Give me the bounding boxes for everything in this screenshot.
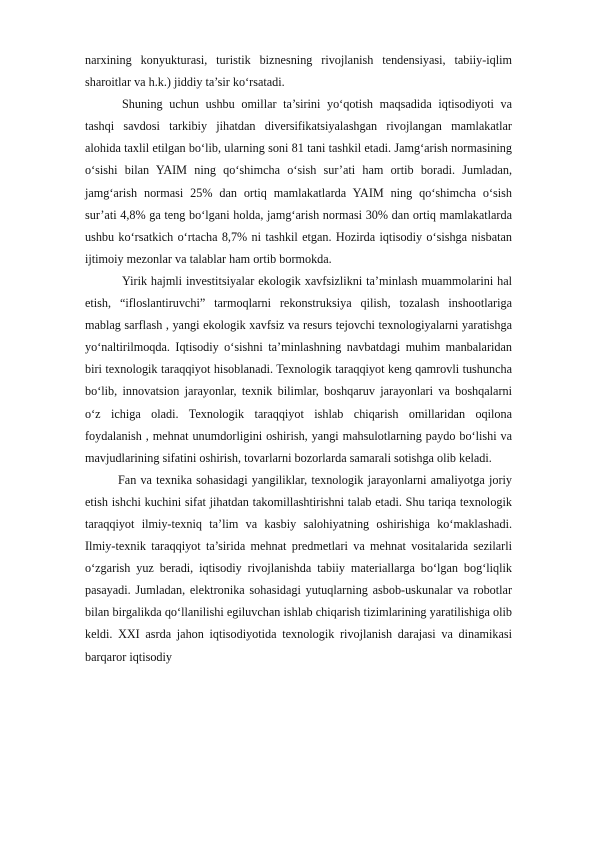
paragraph-investments-technology: Yirik hajmli investitsiyalar ekologik xavfsizlikni ta’minlash muammolarini hal etish, “ifloslantiruvchi” tarmoqlarni rekonstruksiya qilish, tozalash inshootlariga mablag sarflash , yangi ekologik xavfsiz va resurs tejovchi texnologiyalarni yaratishga yo‘naltirilmoqda. Iqtisodiy o‘sishni ta’minlashning navbatdagi muhim manbalaridan biri texnologik taraqqiyot hisoblanadi. Texnologik taraqqiyot keng qamrovli tushuncha bo‘lib, innovatsion jarayonlar, texnik bilimlar, boshqaruv jarayonlari va boshqalarni o‘z ichiga oladi. Texnologik taraqqiyot ishlab chiqarish omillaridan oqilona foydalanish , mehnat unumdorligini oshirish, yangi mahsulotlarning paydo bo‘lishi va mavjudlarining sifatini oshirish, tovarlarni bozorlarda samarali sotishga olib keladi. [85,273,512,465]
paragraph-continuation: narxining konyukturasi, turistik biznesning rivojlanish tendensiyasi, tabiiy-iqlim sharoitlar va h.k.) jiddiy ta’sir ko‘rsatadi. [85,53,512,90]
paragraph-savings-rate: Shuning uchun ushbu omillar ta’sirini yo‘qotish maqsadida iqtisodiyoti va tashqi savdosi tarkibiy jihatdan diversifikatsiyalashgan rivojlangan mamlakatlar alohida taxlil etilgan bo‘lib, ularning soni 81 tani tashkil etadi. Jamg‘arish normasining o‘sishi bilan YAIM ning qo‘shimcha o‘sish sur’ati ham ortib boradi. Jumladan, jamg‘arish normasi 25% dan ortiq mamlakatlarda YAIM ning qo‘shimcha o‘sish sur’ati 4,8% ga teng bo‘lgani holda, jamg‘arish normasi 30% dan ortiq mamlakatlarda ushbu ko‘rsatkich o‘rtacha 8,7% ni tashkil etgan. Hozirda iqtisodiy o‘sishga nisbatan ijtimoiy mezonlar va talablar ham ortib bormokda. [85,97,512,266]
document-page [85,49,512,668]
paragraph-science-innovation: Fan va texnika sohasidagi yangiliklar, texnologik jarayonlarni amaliyotga joriy etish ishchi kuchini sifat jihatdan takomillashtirishni talab etadi. Shu tariqa texnologik taraqqiyot ilmiy-texniq ta’lim va kasbiy salohiyatning oshirishiga ko‘maklashadi. Ilmiy-texnik taraqqiyot ta’sirida mehnat predmetlari va mehnat vositalarida sezilarli o‘zgarish yuz beradi, iqtisodiy rivojlanishda tabiiy materiallarga bo‘lgan bog‘liqlik pasayadi. Jumladan, elektronika sohasidagi yutuqlarning asbob-uskunalar va robotlar bilan birgalikda qo‘llanilishi egiluvchan ishlab chiqarish tizimlarining yaratilishiga olib keldi. XXI asrda jahon iqtisodiyotida texnologik rivojlanish darajasi va dinamikasi barqaror iqtisodiy [85,472,512,664]
